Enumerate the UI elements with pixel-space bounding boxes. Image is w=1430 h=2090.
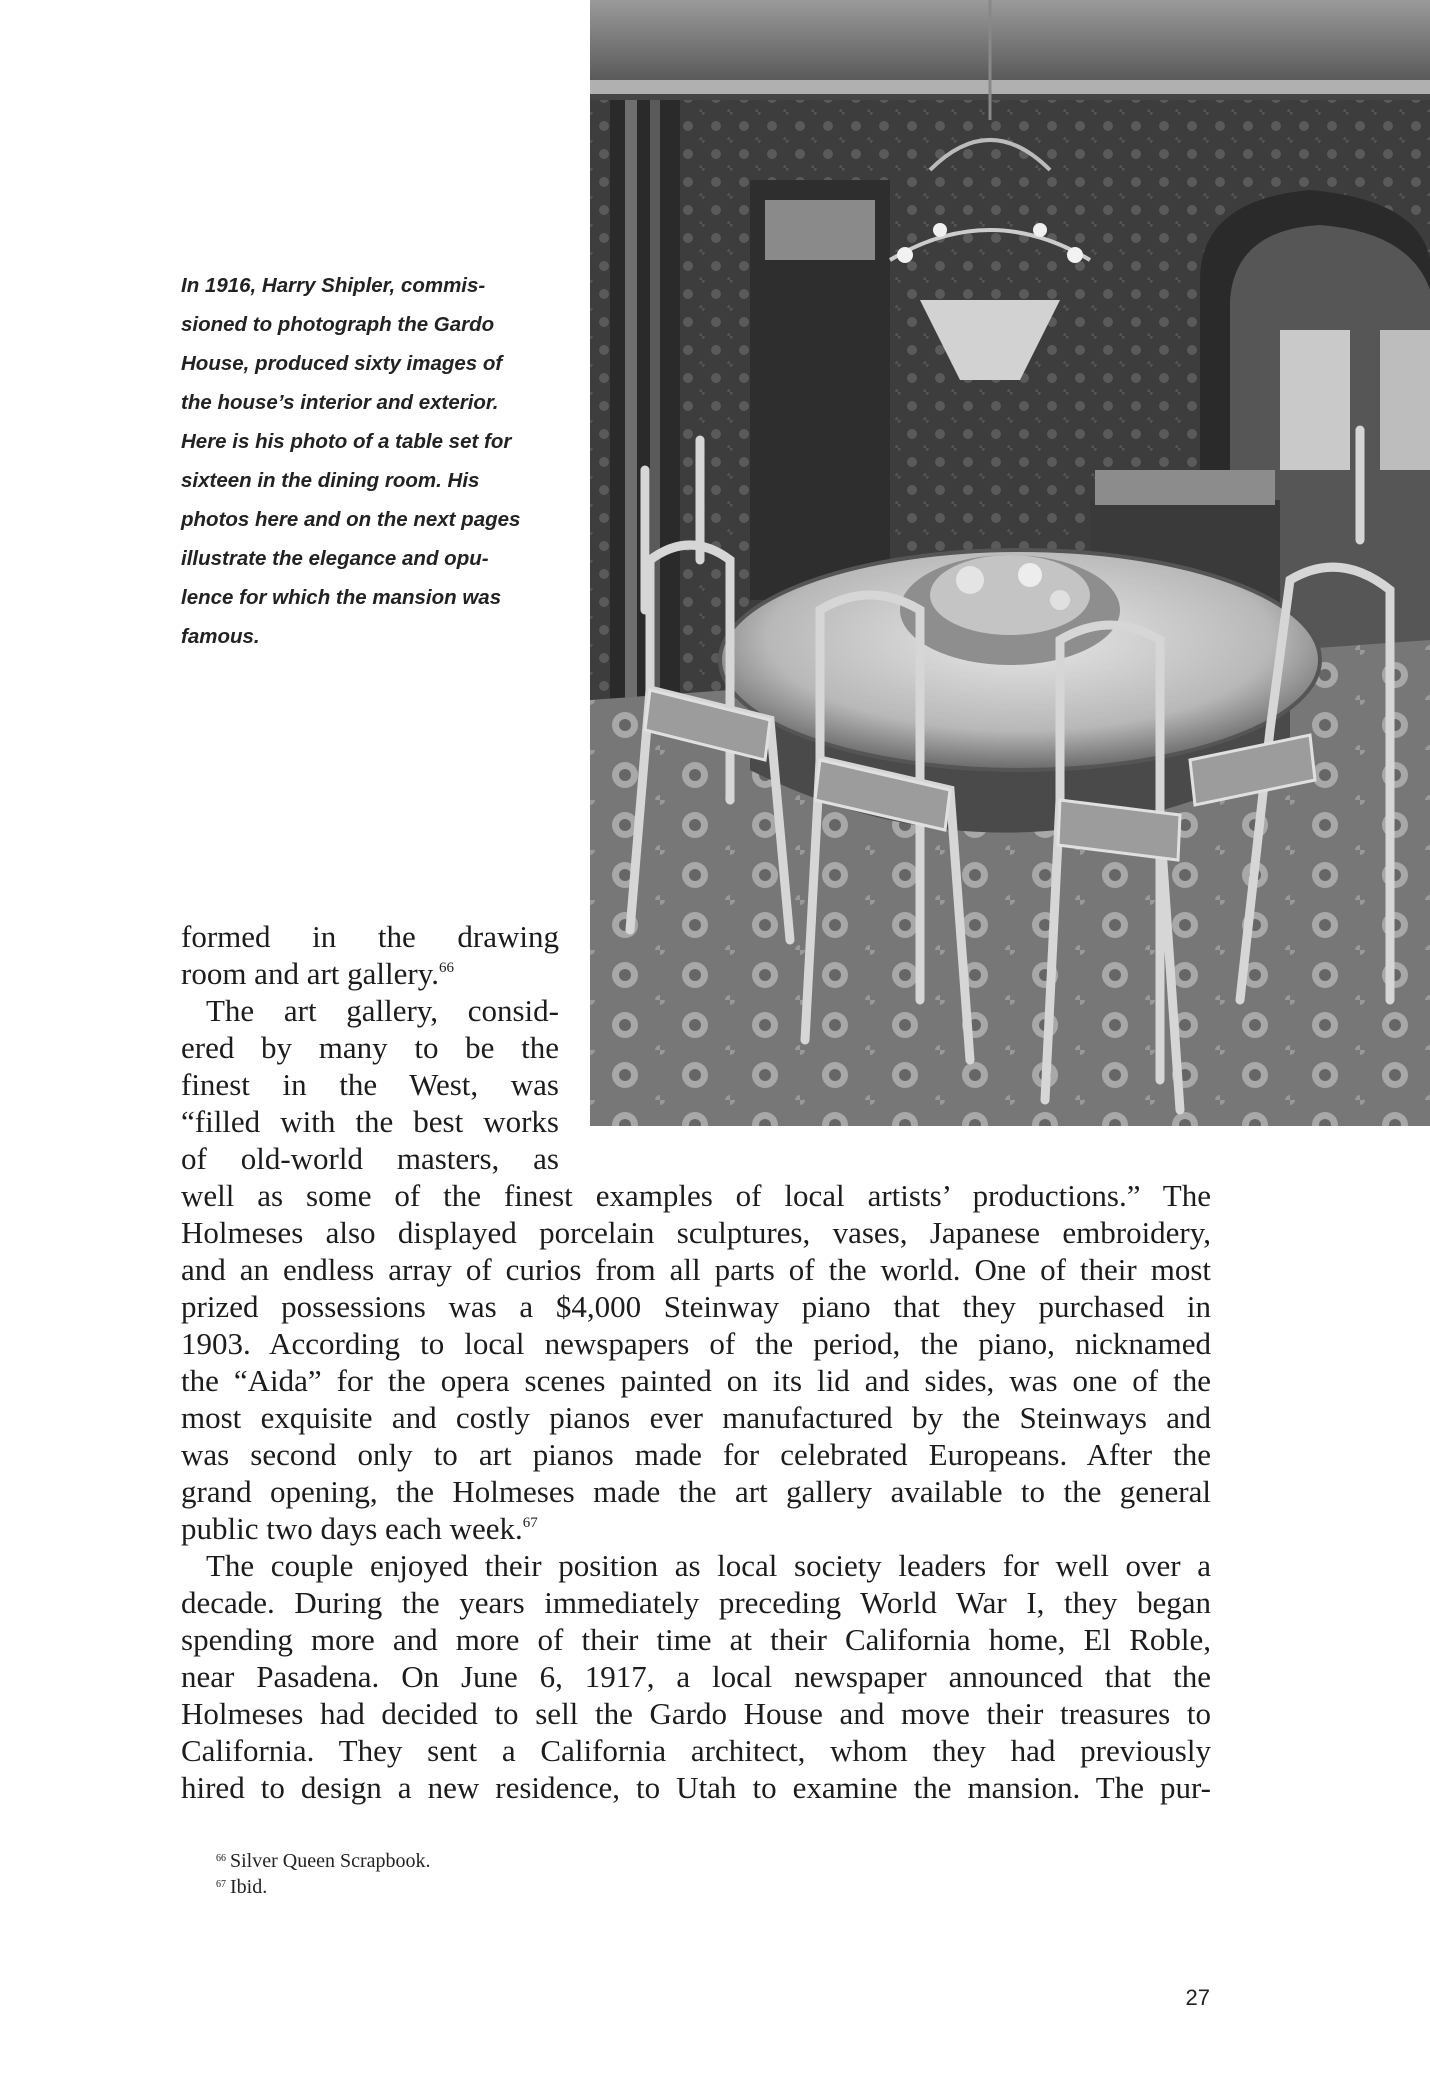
footnote-text: Ibid. bbox=[230, 1876, 268, 1898]
caption-line: sioned to photograph the Gardo bbox=[181, 313, 495, 336]
footnote-66-marker: 66 bbox=[438, 960, 454, 976]
text-line: grand opening, the Holmeses made the art gallery available to the general bbox=[181, 1474, 1211, 1509]
caption-line: Here is his photo of a table set for bbox=[181, 430, 512, 453]
text-line: California. They sent a California architect, whom they had previously bbox=[181, 1733, 1211, 1768]
text-line: Holmeses also displayed porcelain sculptures, vases, Japanese embroidery, bbox=[181, 1215, 1211, 1250]
text-line: decade. During the years immediately preceding World War I, they began bbox=[181, 1585, 1211, 1620]
footnote-66 bbox=[216, 1848, 431, 1874]
caption-line: famous. bbox=[181, 625, 260, 648]
text-line-content: public two days each week. bbox=[181, 1511, 523, 1546]
text-line: near Pasadena. On June 6, 1917, a local newspaper announced that the bbox=[181, 1659, 1211, 1694]
text-line: 1903. According to local newspapers of the period, the piano, nicknamed bbox=[181, 1326, 1211, 1361]
caption-line: In 1916, Harry Shipler, commis- bbox=[181, 274, 486, 297]
text-line: The art gallery, consid- bbox=[206, 993, 559, 1028]
text-line: prized possessions was a $4,000 Steinway piano that they purchased in bbox=[181, 1289, 1211, 1324]
text-line: hired to design a new residence, to Utah to examine the mansion. The pur- bbox=[181, 1770, 1211, 1805]
footnote-67-marker: 67 bbox=[522, 1515, 538, 1531]
caption-line: House, produced sixty images of bbox=[181, 352, 503, 375]
text-line bbox=[181, 955, 559, 992]
caption-line: illustrate the elegance and opu- bbox=[181, 547, 489, 570]
dining-room-photo bbox=[590, 0, 1430, 1126]
text-line: of old-world masters, as bbox=[181, 1141, 559, 1176]
caption-line: lence for which the mansion was bbox=[181, 586, 502, 609]
text-line: ered by many to be the bbox=[181, 1030, 559, 1065]
caption-line: sixteen in the dining room. His bbox=[181, 469, 480, 492]
text-line: the “Aida” for the opera scenes painted on its lid and sides, was one of the bbox=[181, 1363, 1211, 1398]
text-line: “filled with the best works bbox=[181, 1104, 559, 1139]
caption-line: the house’s interior and exterior. bbox=[181, 391, 499, 414]
text-line: Holmeses had decided to sell the Gardo House and move their treasures to bbox=[181, 1696, 1211, 1731]
text-line: formed in the drawing bbox=[181, 919, 559, 954]
text-line bbox=[181, 1510, 1211, 1547]
page-number: 27 bbox=[1185, 1985, 1210, 2010]
footnote-67 bbox=[216, 1874, 431, 1900]
footnotes bbox=[216, 1848, 431, 1900]
text-line-content: room and art gallery. bbox=[181, 956, 439, 991]
text-line: most exquisite and costly pianos ever manufactured by the Steinways and bbox=[181, 1400, 1211, 1435]
caption-line: photos here and on the next pages bbox=[181, 508, 521, 531]
footnote-marker: 66 bbox=[216, 1853, 226, 1864]
text-line: was second only to art pianos made for celebrated Europeans. After the bbox=[181, 1437, 1211, 1472]
text-line: spending more and more of their time at their California home, El Roble, bbox=[181, 1622, 1211, 1657]
text-line: and an endless array of curios from all parts of the world. One of their most bbox=[181, 1252, 1211, 1287]
photo-caption bbox=[181, 266, 561, 656]
text-line: finest in the West, was bbox=[181, 1067, 559, 1102]
footnote-marker: 67 bbox=[216, 1879, 226, 1890]
footnote-text: Silver Queen Scrapbook. bbox=[230, 1850, 431, 1872]
text-line: well as some of the finest examples of local artists’ productions.” The bbox=[181, 1178, 1211, 1213]
text-line: The couple enjoyed their position as local society leaders for well over a bbox=[206, 1548, 1211, 1583]
